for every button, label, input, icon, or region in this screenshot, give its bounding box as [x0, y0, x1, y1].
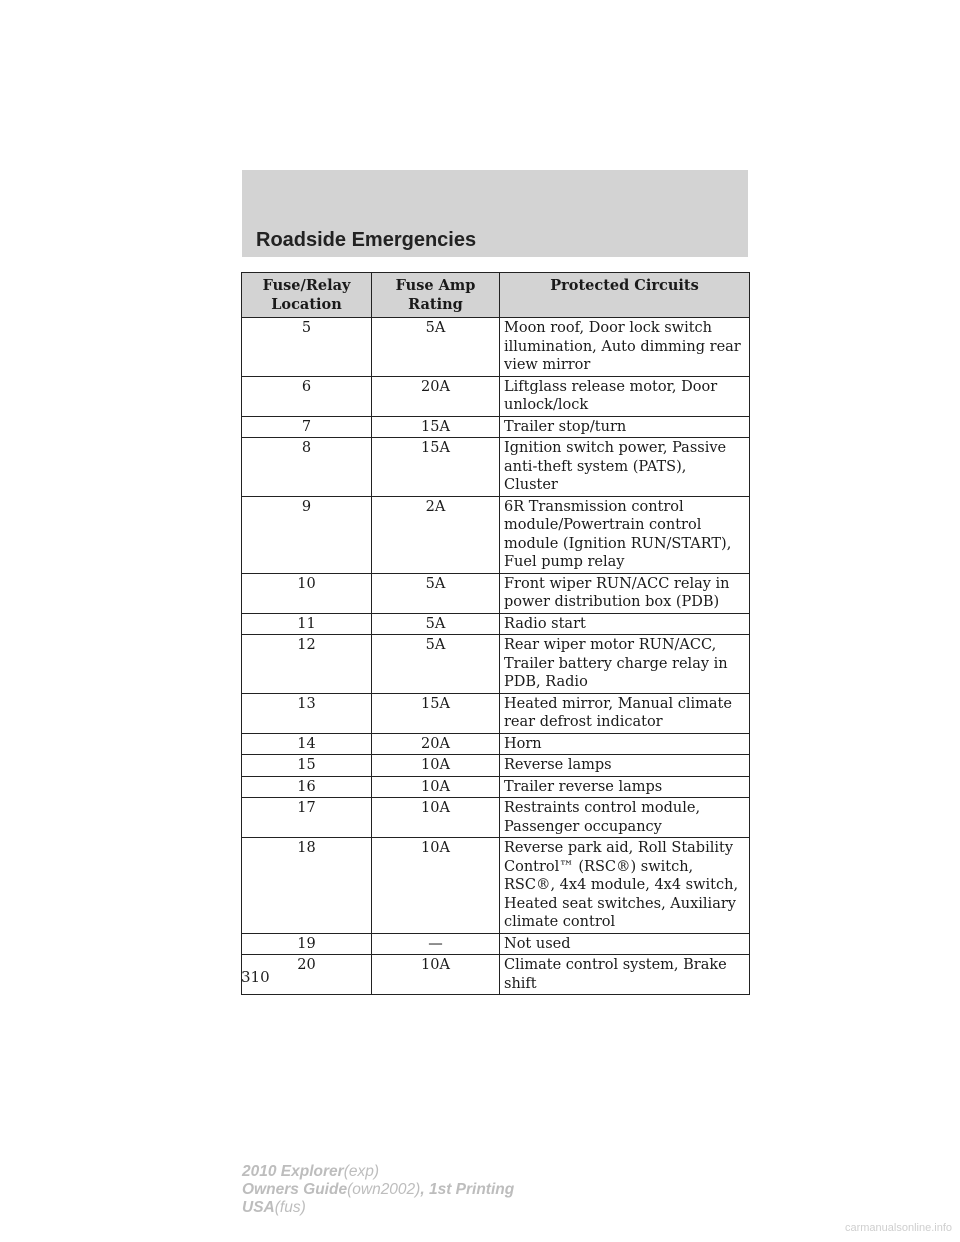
fuse-location-cell: 18	[242, 838, 372, 934]
footer-printing: , 1st Printing	[420, 1181, 515, 1198]
fuse-location-cell: 17	[242, 798, 372, 838]
footer-model-code: (exp)	[343, 1163, 380, 1180]
fuse-location-cell: 9	[242, 496, 372, 573]
table-row	[242, 933, 750, 955]
header-line: Fuse Amp	[395, 277, 476, 294]
header-line: Protected Circuits	[550, 277, 699, 294]
fuse-amp-cell: 20A	[372, 733, 500, 755]
protected-circuits-cell: Moon roof, Door lock switch illumination, Auto dimming rear view mirror	[500, 318, 750, 377]
protected-circuits-cell: Heated mirror, Manual climate rear defrost indicator	[500, 693, 750, 733]
page-number: 310	[241, 968, 270, 986]
fuse-amp-cell: 15A	[372, 416, 500, 438]
table-row	[242, 496, 750, 573]
footer-line-2	[242, 1181, 514, 1199]
fuse-amp-cell: 10A	[372, 755, 500, 777]
table-row	[242, 416, 750, 438]
table-row	[242, 755, 750, 777]
document-footer	[242, 1163, 514, 1217]
fuse-amp-cell: 10A	[372, 955, 500, 995]
fuse-location-cell: 14	[242, 733, 372, 755]
protected-circuits-cell: Reverse lamps	[500, 755, 750, 777]
protected-circuits-cell: Ignition switch power, Passive anti-theft system (PATS), Cluster	[500, 438, 750, 497]
table-row	[242, 838, 750, 934]
fuse-table	[241, 272, 750, 995]
protected-circuits-cell: Trailer reverse lamps	[500, 776, 750, 798]
table-header-row	[242, 273, 750, 318]
fuse-location-cell: 7	[242, 416, 372, 438]
table-row	[242, 955, 750, 995]
protected-circuits-cell: Horn	[500, 733, 750, 755]
fuse-amp-cell: 2A	[372, 496, 500, 573]
protected-circuits-cell: Trailer stop/turn	[500, 416, 750, 438]
protected-circuits-cell: Not used	[500, 933, 750, 955]
table-row	[242, 733, 750, 755]
watermark-text: carmanualsonline.info	[844, 1222, 952, 1234]
fuse-location-cell: 15	[242, 755, 372, 777]
fuse-amp-cell: 10A	[372, 798, 500, 838]
protected-circuits-cell: Climate control system, Brake shift	[500, 955, 750, 995]
footer-guide-code: (own2002)	[347, 1181, 421, 1198]
fuse-amp-cell: 15A	[372, 693, 500, 733]
table-row	[242, 613, 750, 635]
section-title: Roadside Emergencies	[256, 229, 477, 251]
column-header-protected-circuits	[500, 273, 750, 318]
fuse-amp-cell: 5A	[372, 573, 500, 613]
fuse-amp-cell: 5A	[372, 635, 500, 694]
table-row	[242, 573, 750, 613]
table-row	[242, 776, 750, 798]
fuse-location-cell: 11	[242, 613, 372, 635]
table-row	[242, 635, 750, 694]
column-header-amp-rating	[372, 273, 500, 318]
table-row	[242, 438, 750, 497]
fuse-amp-cell: 10A	[372, 838, 500, 934]
fuse-amp-cell: 5A	[372, 613, 500, 635]
fuse-location-cell: 16	[242, 776, 372, 798]
footer-market: USA	[242, 1199, 275, 1216]
table-row	[242, 693, 750, 733]
footer-model: 2010 Explorer	[242, 1163, 344, 1180]
protected-circuits-cell: Restraints control module, Passenger occupancy	[500, 798, 750, 838]
protected-circuits-cell: Radio start	[500, 613, 750, 635]
footer-guide: Owners Guide	[242, 1181, 348, 1198]
footer-line-3	[242, 1199, 514, 1217]
column-header-location	[242, 273, 372, 318]
fuse-location-cell: 10	[242, 573, 372, 613]
fuse-amp-cell: 5A	[372, 318, 500, 377]
protected-circuits-cell: Reverse park aid, Roll Stability Control™ (RSC®) switch, RSC®, 4x4 module, 4x4 switch, Heated seat switches, Auxiliary climate control	[500, 838, 750, 934]
fuse-location-cell: 5	[242, 318, 372, 377]
protected-circuits-cell: 6R Transmission control module/Powertrain control module (Ignition RUN/START), Fuel pump relay	[500, 496, 750, 573]
fuse-amp-cell: —	[372, 933, 500, 955]
header-line: Rating	[408, 295, 463, 313]
fuse-location-cell: 6	[242, 376, 372, 416]
footer-line-1	[242, 1163, 514, 1181]
protected-circuits-cell: Front wiper RUN/ACC relay in power distribution box (PDB)	[500, 573, 750, 613]
protected-circuits-cell: Rear wiper motor RUN/ACC, Trailer battery charge relay in PDB, Radio	[500, 635, 750, 694]
fuse-amp-cell: 20A	[372, 376, 500, 416]
fuse-location-cell: 20	[242, 955, 372, 995]
fuse-amp-cell: 10A	[372, 776, 500, 798]
fuse-amp-cell: 15A	[372, 438, 500, 497]
fuse-location-cell: 8	[242, 438, 372, 497]
fuse-location-cell: 19	[242, 933, 372, 955]
table-row	[242, 376, 750, 416]
table-row	[242, 798, 750, 838]
fuse-location-cell: 12	[242, 635, 372, 694]
fuse-location-cell: 13	[242, 693, 372, 733]
footer-market-code: (fus)	[274, 1199, 306, 1216]
table-row	[242, 318, 750, 377]
header-line: Fuse/Relay	[262, 277, 351, 294]
protected-circuits-cell: Liftglass release motor, Door unlock/lock	[500, 376, 750, 416]
header-line: Location	[271, 295, 342, 313]
